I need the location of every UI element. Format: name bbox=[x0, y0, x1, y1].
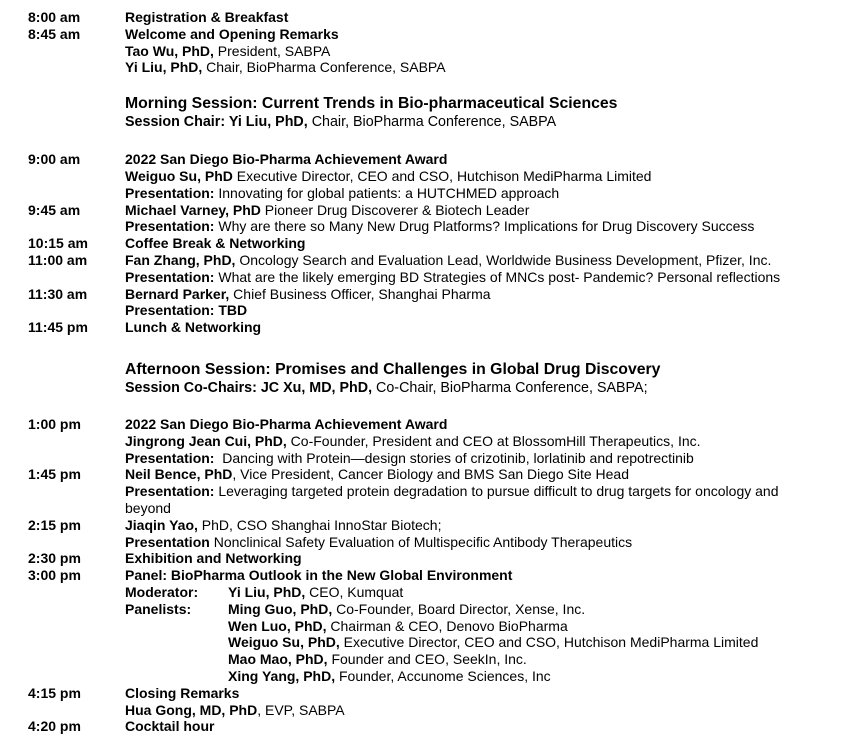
schedule bbox=[28, 9, 852, 735]
time-label: 11:45 pm bbox=[28, 319, 88, 336]
row-content bbox=[125, 634, 852, 651]
text-segment: Presentation: bbox=[125, 449, 215, 466]
section-header-row bbox=[28, 94, 852, 113]
row-content bbox=[125, 9, 852, 26]
row-content bbox=[125, 433, 852, 450]
text-segment: Co-Founder, Board Director, Xense, Inc. bbox=[332, 600, 586, 617]
schedule-row bbox=[28, 168, 852, 185]
time-label: 4:20 pm bbox=[28, 718, 81, 735]
text-segment: Registration & Breakfast bbox=[125, 9, 289, 25]
time-label: 2:15 pm bbox=[28, 516, 81, 533]
row-content bbox=[125, 185, 852, 202]
text-segment: Jingrong Jean Cui, PhD, bbox=[125, 432, 287, 449]
text-segment: Co-Founder, President and CEO at BlossomHill Therapeutics, Inc. bbox=[286, 432, 701, 449]
text-segment: Morning Session: Current Trends in Bio-pharmaceutical Sciences bbox=[125, 95, 618, 113]
schedule-row bbox=[28, 466, 852, 483]
text-segment: , EVP, SABPA bbox=[257, 701, 345, 718]
row-content bbox=[125, 651, 852, 668]
text-segment: Welcome and Opening Remarks bbox=[125, 25, 339, 42]
row-content bbox=[125, 59, 852, 76]
text-segment: Michael Varney, PhD bbox=[125, 201, 261, 218]
panel-role-label bbox=[125, 618, 228, 635]
panel-role-label: Moderator: bbox=[125, 583, 199, 600]
row-content bbox=[125, 500, 852, 517]
row-content bbox=[125, 668, 852, 685]
row-content bbox=[125, 517, 852, 534]
schedule-row bbox=[28, 483, 852, 500]
time-label: 9:00 am bbox=[28, 151, 81, 168]
time-label bbox=[28, 702, 125, 719]
schedule-row bbox=[28, 685, 852, 702]
text-segment: Closing Remarks bbox=[125, 684, 240, 701]
panel-entry bbox=[228, 618, 852, 635]
row-content bbox=[125, 702, 852, 719]
section-chair-row bbox=[28, 113, 852, 132]
text-segment: CEO, Kumquat bbox=[305, 583, 404, 600]
text-segment: Jiaqin Yao, bbox=[125, 516, 198, 533]
time-label: 9:45 am bbox=[28, 201, 81, 218]
row-content bbox=[125, 601, 852, 618]
panel-entry bbox=[228, 651, 852, 668]
time-label bbox=[28, 302, 125, 319]
text-segment: 2022 San Diego Bio-Pharma Achievement Award bbox=[125, 415, 448, 432]
schedule-row bbox=[28, 252, 852, 269]
time-label: 1:00 pm bbox=[28, 415, 81, 432]
text-segment: Weiguo Su, PhD, bbox=[228, 634, 340, 651]
schedule-row bbox=[28, 550, 852, 567]
time-label bbox=[28, 360, 125, 379]
text-segment: Oncology Search and Evaluation Lead, Worldwide Business Development, Pfizer, Inc. bbox=[235, 251, 772, 268]
text-segment: Innovating for global patients: a HUTCHMED approach bbox=[214, 184, 560, 201]
time-label bbox=[28, 59, 125, 76]
text-segment: 2022 San Diego Bio-Pharma Achievement Award bbox=[125, 151, 448, 168]
text-segment: Chairman & CEO, Denovo BioPharma bbox=[326, 617, 568, 634]
row-content bbox=[125, 319, 852, 336]
panel-entry bbox=[228, 601, 852, 618]
panel-row bbox=[28, 584, 852, 601]
time-label bbox=[28, 601, 125, 618]
schedule-row bbox=[28, 286, 852, 303]
time-label bbox=[28, 500, 125, 517]
row-content bbox=[125, 567, 852, 584]
text-segment: Nonclinical Safety Evaluation of Multispecific Antibody Therapeutics bbox=[209, 533, 633, 550]
time-label bbox=[28, 584, 125, 601]
row-content bbox=[125, 618, 852, 635]
text-segment: Session Chair: Yi Liu, PhD, bbox=[125, 114, 308, 131]
schedule-row bbox=[28, 235, 852, 252]
row-content bbox=[125, 302, 852, 319]
panel-row bbox=[28, 668, 852, 685]
text-segment: Presentation bbox=[125, 533, 210, 550]
schedule-row bbox=[28, 416, 852, 433]
time-label bbox=[28, 450, 125, 467]
time-label bbox=[28, 618, 125, 635]
schedule-row bbox=[28, 218, 852, 235]
schedule-row bbox=[28, 9, 852, 26]
panel-entry bbox=[228, 584, 852, 601]
text-segment: Afternoon Session: Promises and Challenges in Global Drug Discovery bbox=[125, 360, 661, 378]
row-content bbox=[125, 26, 852, 43]
row-content bbox=[125, 584, 852, 601]
panel-role-label bbox=[125, 651, 228, 668]
time-label: 3:00 pm bbox=[28, 567, 81, 584]
panel-role-label bbox=[125, 668, 228, 685]
time-label bbox=[28, 433, 125, 450]
row-content bbox=[125, 269, 852, 286]
text-segment: Dancing with Protein—design stories of crizotinib, lorlatinib and repotrectinib bbox=[214, 449, 694, 466]
time-label bbox=[28, 651, 125, 668]
row-content bbox=[125, 235, 852, 252]
schedule-row bbox=[28, 43, 852, 60]
row-content bbox=[125, 43, 852, 60]
schedule-row bbox=[28, 718, 852, 735]
text-segment: PhD, CSO Shanghai InnoStar Biotech; bbox=[197, 516, 442, 533]
panel-entry bbox=[228, 668, 852, 685]
text-segment: Chief Business Officer, Shanghai Pharma bbox=[229, 285, 491, 302]
text-segment: Presentation: bbox=[125, 184, 215, 201]
row-content bbox=[125, 550, 852, 567]
text-segment: Presentation: bbox=[125, 218, 215, 235]
row-content bbox=[125, 113, 852, 132]
time-label: 8:00 am bbox=[28, 9, 81, 25]
time-label bbox=[28, 483, 125, 500]
time-label: 1:45 pm bbox=[28, 466, 81, 483]
time-label bbox=[28, 218, 125, 235]
schedule-row bbox=[28, 269, 852, 286]
text-segment: Bernard Parker, bbox=[125, 285, 230, 302]
time-label: 11:30 am bbox=[28, 285, 88, 302]
text-segment: Executive Director, CEO and CSO, Hutchison MediPharma Limited bbox=[232, 167, 652, 184]
time-label bbox=[28, 94, 125, 113]
text-segment: Pioneer Drug Discoverer & Biotech Leader bbox=[260, 201, 530, 218]
row-content bbox=[125, 483, 852, 500]
text-segment: Cocktail hour bbox=[125, 718, 215, 735]
text-segment: Executive Director, CEO and CSO, Hutchison MediPharma Limited bbox=[339, 634, 759, 651]
time-label bbox=[28, 534, 125, 551]
text-segment: Exhibition and Networking bbox=[125, 550, 302, 567]
section-header-row bbox=[28, 360, 852, 379]
text-segment: Coffee Break & Networking bbox=[125, 235, 306, 252]
text-segment: Presentation: bbox=[125, 483, 215, 500]
time-label bbox=[28, 113, 125, 132]
text-segment: Fan Zhang, PhD, bbox=[125, 251, 236, 268]
text-segment: What are the likely emerging BD Strategies of MNCs post- Pandemic? Personal reflections bbox=[214, 268, 781, 285]
text-segment: Ming Guo, PhD, bbox=[228, 600, 333, 617]
row-content bbox=[125, 168, 852, 185]
panel-row bbox=[28, 651, 852, 668]
time-label: 4:15 pm bbox=[28, 684, 81, 701]
section-title bbox=[125, 94, 852, 113]
text-segment: beyond bbox=[125, 499, 171, 516]
text-segment: Presentation: bbox=[125, 268, 215, 285]
time-label: 10:15 am bbox=[28, 235, 88, 252]
time-label bbox=[28, 379, 125, 398]
time-label bbox=[28, 668, 125, 685]
row-content bbox=[125, 534, 852, 551]
text-segment: Neil Bence, PhD bbox=[125, 466, 233, 483]
text-segment: Chair, BioPharma Conference, SABPA bbox=[202, 59, 446, 76]
schedule-row bbox=[28, 450, 852, 467]
schedule-row bbox=[28, 202, 852, 219]
text-segment: Founder, Accunome Sciences, Inc bbox=[335, 667, 551, 684]
section-chair-row bbox=[28, 379, 852, 398]
text-segment: Lunch & Networking bbox=[125, 319, 262, 336]
text-segment: Session Co-Chairs: JC Xu, MD, PhD, bbox=[125, 379, 373, 396]
time-label bbox=[28, 269, 125, 286]
text-segment: Tao Wu, PhD, bbox=[125, 42, 214, 59]
schedule-row bbox=[28, 500, 852, 517]
time-label bbox=[28, 168, 125, 185]
row-content bbox=[125, 252, 852, 269]
schedule-row bbox=[28, 702, 852, 719]
panel-row bbox=[28, 601, 852, 618]
panel-row bbox=[28, 618, 852, 635]
row-content bbox=[125, 286, 852, 303]
schedule-row bbox=[28, 59, 852, 76]
schedule-row bbox=[28, 433, 852, 450]
row-content bbox=[125, 416, 852, 433]
time-label bbox=[28, 43, 125, 60]
time-label bbox=[28, 185, 125, 202]
row-content bbox=[125, 218, 852, 235]
schedule-row bbox=[28, 534, 852, 551]
text-segment: Chair, BioPharma Conference, SABPA bbox=[307, 114, 557, 131]
row-content bbox=[125, 466, 852, 483]
schedule-row bbox=[28, 567, 852, 584]
text-segment: Xing Yang, PhD, bbox=[228, 667, 336, 684]
section-title bbox=[125, 360, 852, 379]
row-content bbox=[125, 202, 852, 219]
row-content bbox=[125, 379, 852, 398]
text-segment: Yi Liu, PhD, bbox=[125, 59, 203, 76]
schedule-row bbox=[28, 26, 852, 43]
schedule-row bbox=[28, 151, 852, 168]
text-segment: Hua Gong, MD, PhD bbox=[125, 701, 258, 718]
text-segment: Panel: BioPharma Outlook in the New Global Environment bbox=[125, 567, 513, 584]
text-segment: Presentation: TBD bbox=[125, 302, 248, 319]
time-label bbox=[28, 634, 125, 651]
panel-role-label: Panelists: bbox=[125, 600, 192, 617]
text-segment: , Vice President, Cancer Biology and BMS San Diego Site Head bbox=[232, 466, 630, 483]
time-label: 8:45 am bbox=[28, 25, 81, 42]
text-segment: Wen Luo, PhD, bbox=[228, 617, 327, 634]
schedule-row bbox=[28, 185, 852, 202]
panel-role-label bbox=[125, 634, 228, 651]
schedule-row bbox=[28, 319, 852, 336]
text-segment: Co-Chair, BioPharma Conference, SABPA; bbox=[372, 379, 648, 396]
text-segment: Leveraging targeted protein degradation to pursue difficult to drug targets for oncology and bbox=[214, 483, 779, 500]
time-label: 11:00 am bbox=[28, 251, 88, 268]
panel-row bbox=[28, 634, 852, 651]
text-segment: Founder and CEO, SeekIn, Inc. bbox=[327, 651, 527, 668]
row-content bbox=[125, 450, 852, 467]
row-content bbox=[125, 685, 852, 702]
schedule-row bbox=[28, 517, 852, 534]
schedule-row bbox=[28, 302, 852, 319]
row-content bbox=[125, 151, 852, 168]
text-segment: Yi Liu, PhD, bbox=[228, 583, 306, 600]
text-segment: Weiguo Su, PhD bbox=[125, 167, 233, 184]
row-content bbox=[125, 718, 852, 735]
panel-entry bbox=[228, 634, 852, 651]
text-segment: President, SABPA bbox=[213, 42, 331, 59]
text-segment: Mao Mao, PhD, bbox=[228, 651, 328, 668]
text-segment: Why are there so Many New Drug Platforms? Implications for Drug Discovery Success bbox=[214, 218, 755, 235]
time-label: 2:30 pm bbox=[28, 550, 81, 567]
